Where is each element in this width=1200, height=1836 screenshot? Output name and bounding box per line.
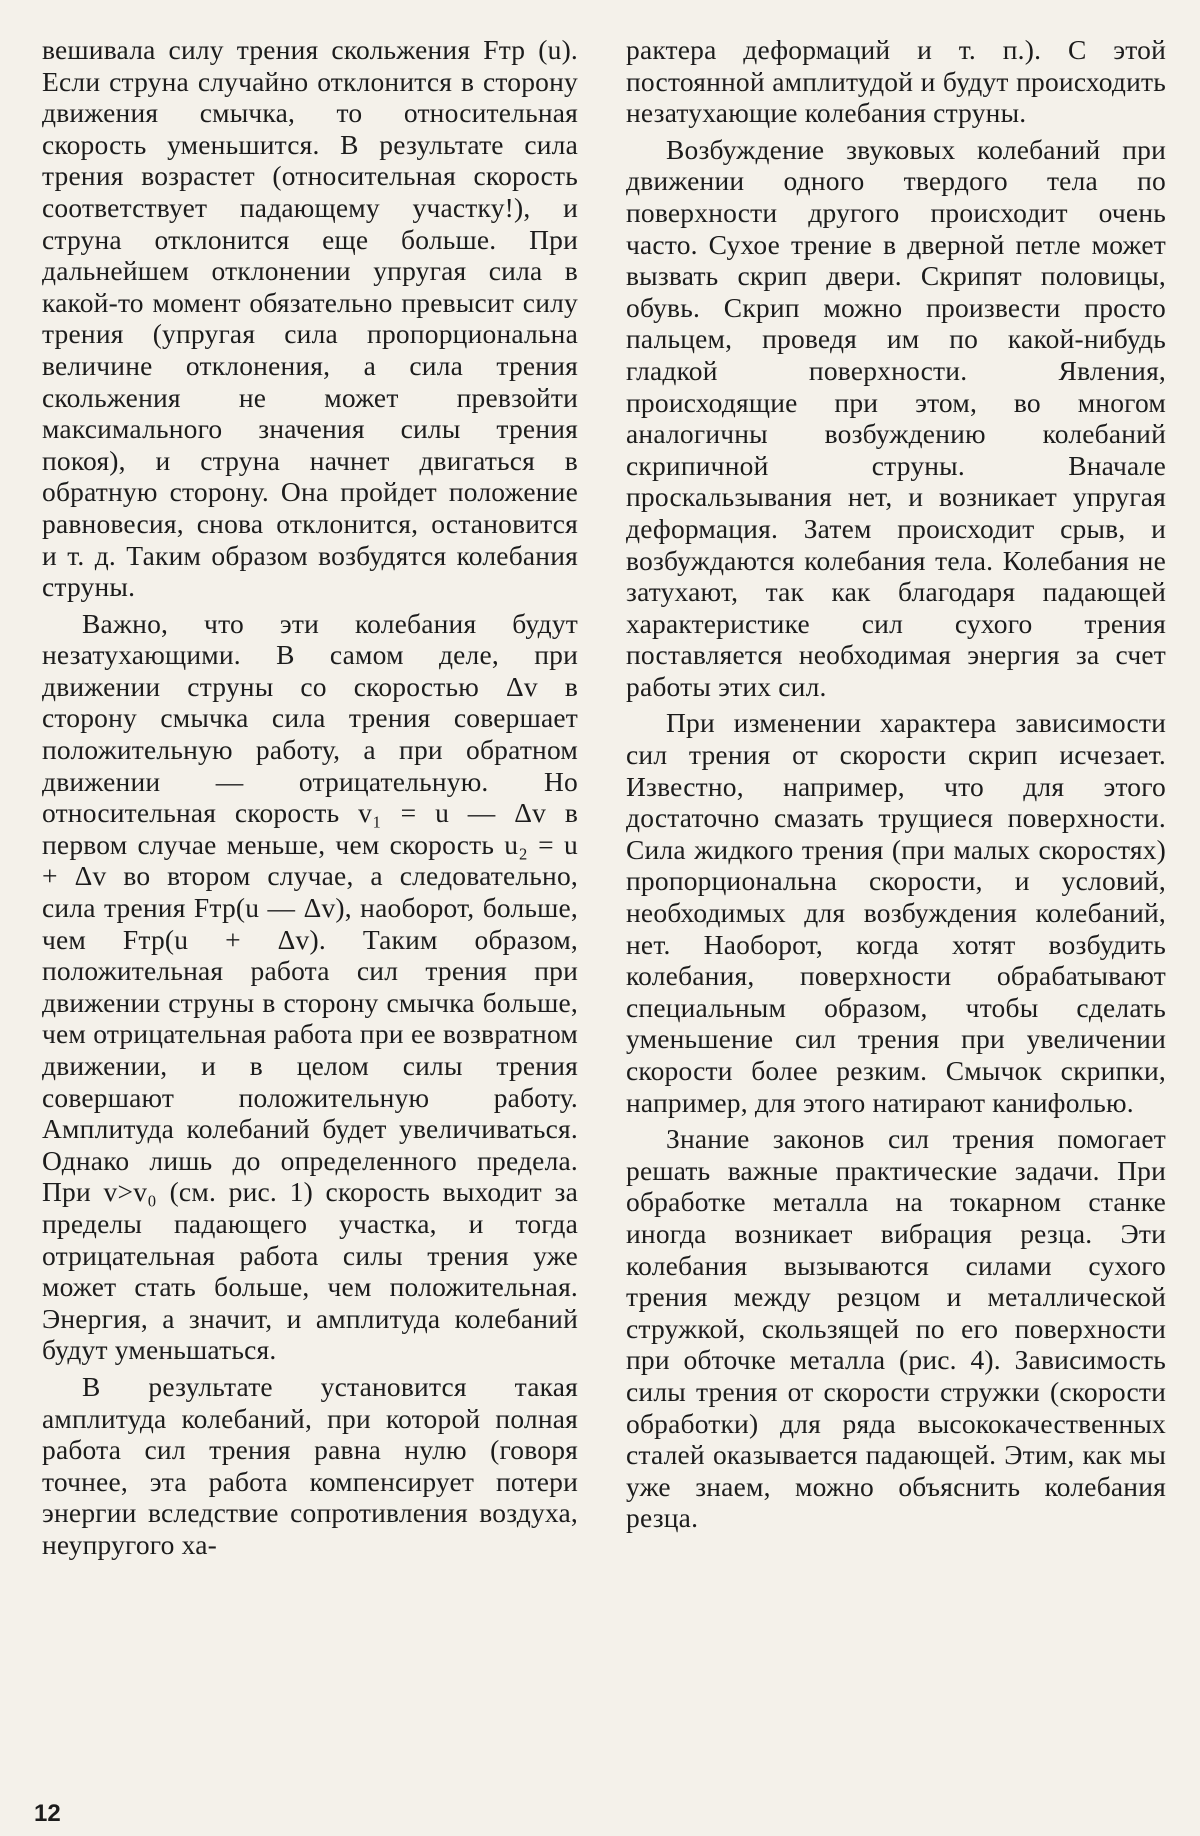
right-column: [626, 34, 1166, 1539]
paragraph: При изменении характера зависимости сил трения от скорости скрип исчезает. Известно, например, что для этого достаточно смазать трущиеся поверхности. Сила жидкого трения (при малых скоростях) пропорциональна скорости, и условий, необходимых для возбуждения колебаний, нет. Наоборот, когда хотят возбудить колебания, поверхности обрабатывают специальным образом, чтобы сделать уменьшение сил трения при увеличении скорости более резким. Смычок скрипки, например, для этого натирают канифолью.: [626, 707, 1166, 1118]
paragraph: Важно, что эти колебания будут незатухающими. В самом деле, при движении струны со скоростью Δv в сторону смычка сила трения совершает положительную работу, а при обратном движении — отрицательную. Но относительная скорость v₁ = u — Δv в первом случае меньше, чем скорость u₂ = u + Δv во втором случае, а следовательно, сила трения Fтр(u — Δv), наоборот, больше, чем Fтр(u + Δv). Таким образом, положительная работа сил трения при движении струны в сторону смычка больше, чем отрицательная работа при ее возвратном движении, и в целом силы трения совершают положительную работу. Амплитуда колебаний будет увеличиваться. Однако лишь до определенного предела. При v>v₀ (см. рис. 1) скорость выходит за пределы падающего участка, и тогда отрицательная работа силы трения уже может стать больше, чем положительная. Энергия, а значит, и амплитуда колебаний будут уменьшаться.: [42, 607, 578, 1366]
paragraph: Возбуждение звуковых колебаний при движении одного твердого тела по поверхности другого происходит очень часто. Сухое трение в дверной петле может вызвать скрип двери. Скрипят половицы, обувь. Скрип можно произвести просто пальцем, проведя им по какой-нибудь гладкой поверхности. Явления, происходящие при этом, во многом аналогичны возбуждению колебаний скрипичной струны. Вначале проскальзывания нет, и возникает упругая деформация. Затем происходит срыв, и возбуждаются колебания тела. Колебания не затухают, так как благодаря падающей характеристике сил сухого трения поставляется необходимая энергия за счет работы этих сил.: [626, 133, 1166, 702]
paragraph: Знание законов сил трения помогает решать важные практические задачи. При обработке металла на токарном станке иногда возникает вибрация резца. Эти колебания вызываются силами сухого трения между резцом и металлической стружкой, скользящей по его поверхности при обточке металла (рис. 4). Зависимость силы трения от скорости стружки (скорости обработки) для ряда высококачественных сталей оказывается падающей. Этим, как мы уже знаем, можно объяснить колебания резца.: [626, 1123, 1166, 1534]
paragraph-continued: рактера деформаций и т. п.). С этой постоянной амплитудой и будут происходить незатухающие колебания струны.: [626, 34, 1166, 129]
left-column: [42, 34, 578, 1566]
paragraph-continued: вешивала силу трения скольжения Fтр (u). Если струна случайно отклонится в сторону движения смычка, то относительная скорость уменьшится. В результате сила трения возрастет (относительная скорость соответствует падающему участку!), и струна отклонится еще больше. При дальнейшем отклонении упругая сила в какой-то момент обязательно превысит силу трения (упругая сила пропорциональна величине отклонения, а сила трения скольжения не может превзойти максимального значения силы трения покоя), и струна начнет двигаться в обратную сторону. Она пройдет положение равновесия, снова отклонится, остановится и т. д. Таким образом возбудятся колебания струны.: [42, 34, 578, 603]
paragraph: В результате установится такая амплитуда колебаний, при которой полная работа сил трения равна нулю (говоря точнее, эта работа компенсирует потери энергии вследствие сопротивления воздуха, неупругого ха-: [42, 1370, 578, 1560]
page-number: 12: [34, 1800, 61, 1827]
